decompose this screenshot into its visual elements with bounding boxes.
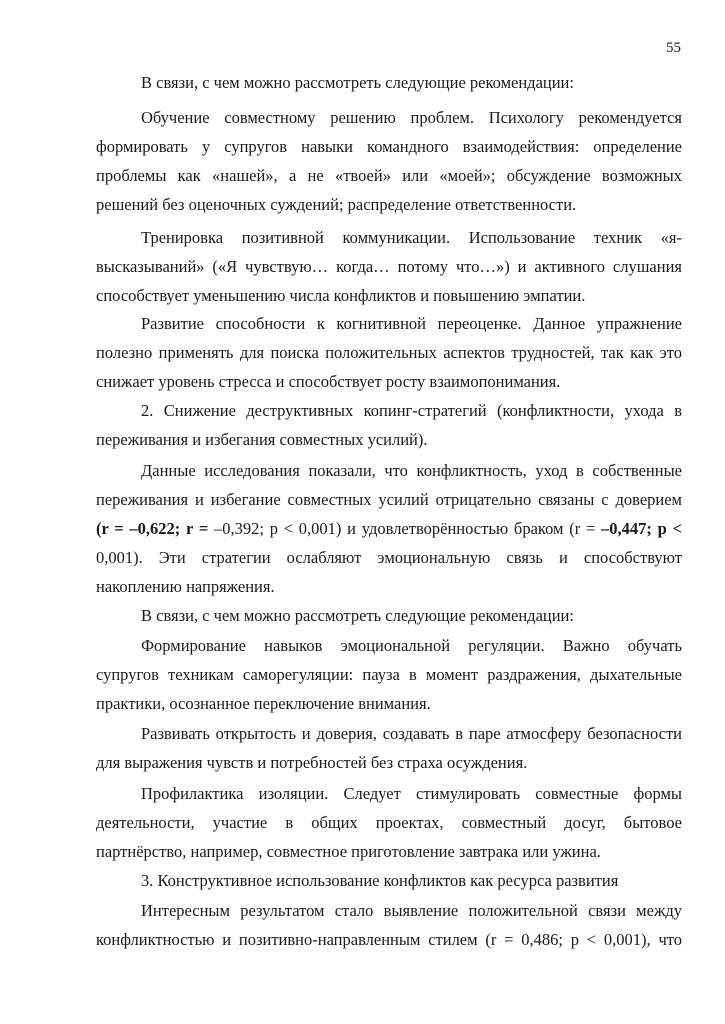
text-line: полезно применять для поиска положительных аспектов трудностей, так как это [96,343,682,362]
text-line: Развивать открытость и доверия, создавать в паре атмосферу безопасности [141,724,682,743]
paragraph-interesting-result [96,896,682,954]
text-line: Обучение совместному решению проблем. Психологу рекомендуется [141,108,682,127]
text-line: 0,001). Эти стратегии ослабляют эмоциональную связь и способствуют [96,548,682,567]
text-line: переживания и избегание совместных усилий отрицательно связаны с доверием [96,490,682,509]
paragraph-section-3-heading [96,866,682,895]
paragraph-cognitive-reappraisal [96,309,682,396]
text-line: Данные исследования показали, что конфликтность, уход в собственные [141,461,682,480]
text-line: 2. Снижение деструктивных копинг-стратегий (конфликтности, ухода в [141,401,682,420]
paragraph-isolation-prevention [96,779,682,866]
paragraph-recommendations-intro-1 [96,68,682,97]
text-line: проблемы как «нашей», а не «твоей» или «моей»; обсуждение возможных [96,166,682,185]
text-line: Развитие способности к когнитивной переоценке. Данное упражнение [141,314,682,333]
text-line: Профилактика изоляции. Следует стимулировать совместные формы [141,784,682,803]
paragraph-section-2-heading [96,396,682,454]
stat-text: –0,392; p < 0,001) и удовлетворённостью браком (r = [214,519,602,538]
paragraph-openness-trust [96,719,682,777]
text-line: снижает уровень стресса и способствует росту взаимопонимания. [96,372,561,391]
text-line-stats [96,514,682,543]
text-line: высказываний» («Я чувствую… когда… потому что…») и активного слушания [96,257,682,276]
bold-stat-trust: (r = –0,622; r = [96,519,215,538]
page-number: 55 [666,40,681,56]
text-line: решений без оценочных суждений; распределение ответственности. [96,195,577,214]
text-line: переживания и избегания совместных усилий). [96,430,428,449]
text-line: Интересным результатом стало выявление положительной связи между [141,901,682,920]
text-line: супругов техникам саморегуляции: пауза в момент раздражения, дыхательные [96,665,682,684]
text-line: для выражения чувств и потребностей без страха осуждения. [96,753,528,772]
bold-stat-satisfaction: –0,447; p < [601,519,682,538]
text-line: партнёрство, например, совместное приготовление завтрака или ужина. [96,842,601,861]
paragraph-positive-communication [96,223,682,310]
text-line: накоплению напряжения. [96,577,275,596]
text-line: 3. Конструктивное использование конфликтов как ресурса развития [141,871,619,890]
text-line: конфликтностью и позитивно-направленным стилем (r = 0,486; p < 0,001), что [96,930,682,949]
paragraph-emotional-regulation [96,631,682,718]
text-line: В связи, с чем можно рассмотреть следующие рекомендации: [141,73,574,92]
text-line: формировать у супругов навыки командного взаимодействия: определение [96,137,682,156]
text-line: Тренировка позитивной коммуникации. Использование техник «я- [141,228,682,247]
text-line: практики, осознанное переключение внимания. [96,694,431,713]
paragraph-research-data [96,456,682,601]
text-line: В связи, с чем можно рассмотреть следующие рекомендации: [141,606,574,625]
paragraph-joint-problem-solving [96,103,682,219]
text-line: способствует уменьшению числа конфликтов и повышению эмпатии. [96,286,586,305]
paragraph-recommendations-intro-2 [96,601,682,630]
text-line: деятельности, участие в общих проектах, совместный досуг, бытовое [96,813,682,832]
text-line: Формирование навыков эмоциональной регуляции. Важно обучать [141,636,682,655]
